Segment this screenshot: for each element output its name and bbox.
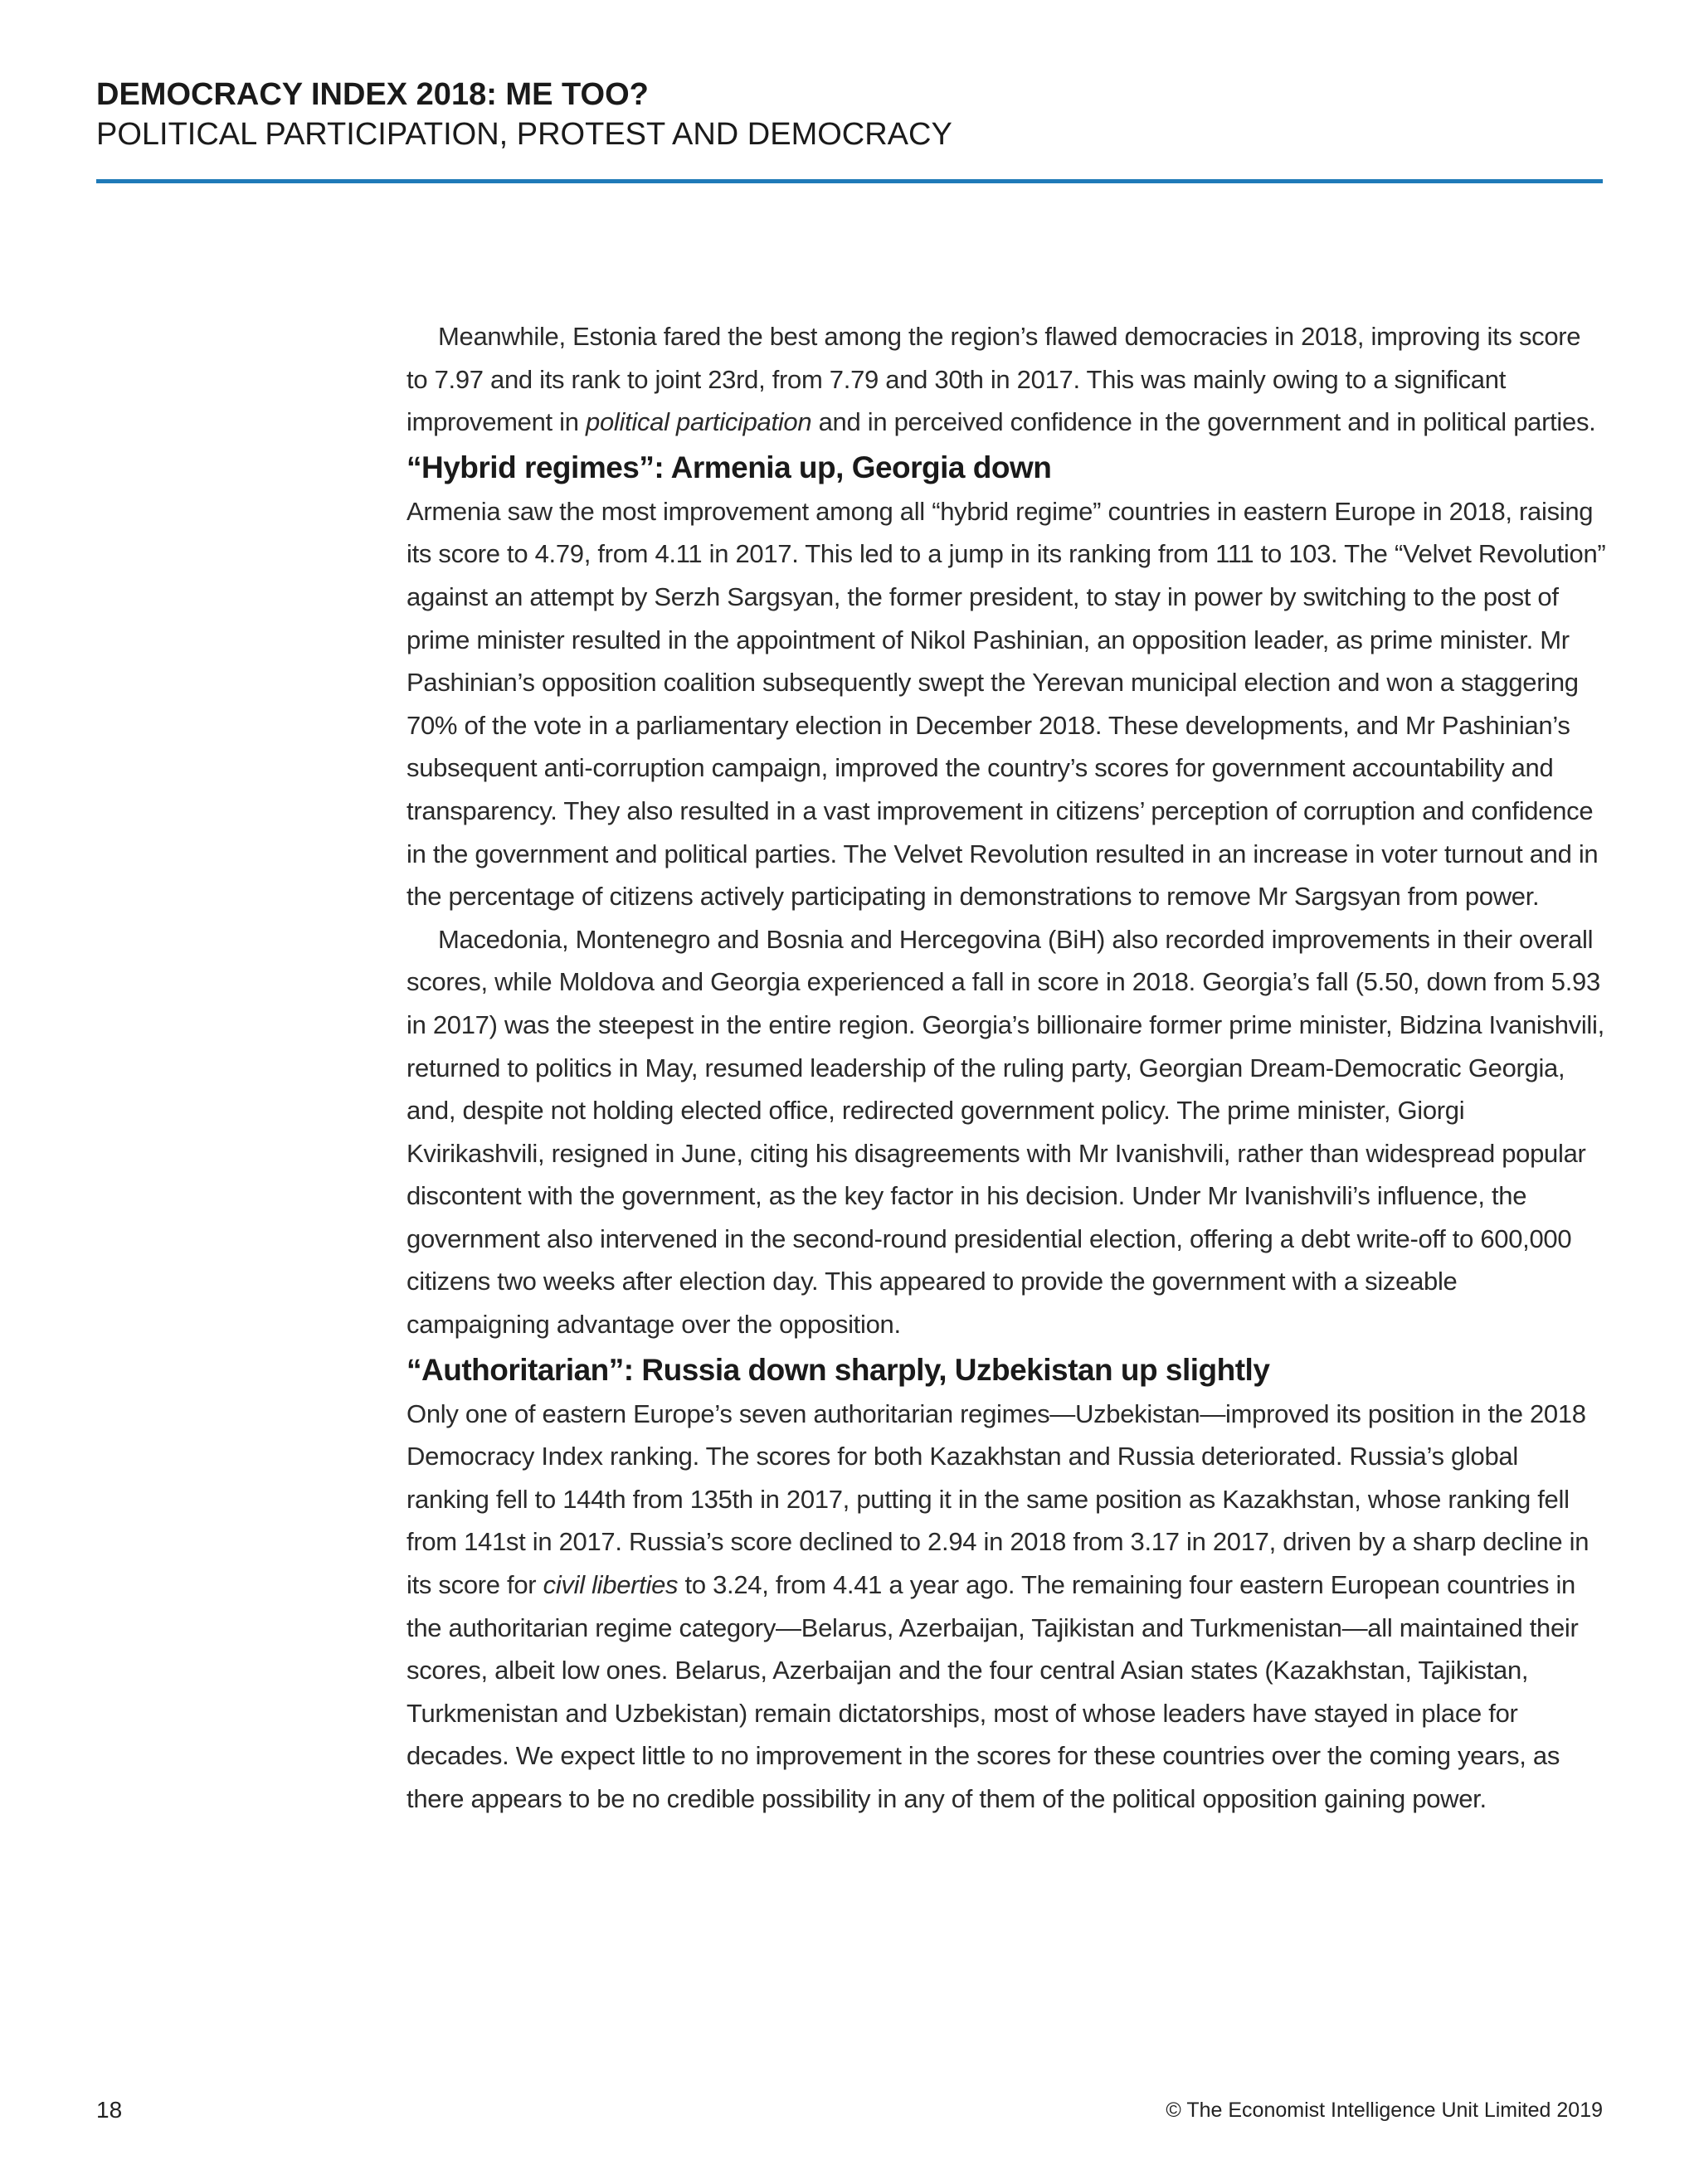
section-heading-authoritarian: “Authoritarian”: Russia down sharply, Uzbekistan up slightly	[406, 1352, 1270, 1387]
article-body	[406, 315, 1606, 1821]
copyright-notice: © The Economist Intelligence Unit Limited 2019	[1166, 2099, 1603, 2122]
paragraph-text: Meanwhile, Estonia fared the best among the region’s flawed democracies in 2018, improving its score to 7.97 and its rank to joint 23rd, from 7.79 and 30th in 2017. This was mainly owing to a significant improvement in	[406, 322, 1581, 437]
paragraph-text: to 3.24, from 4.41 a year ago. The remaining four eastern European countries in the authoritarian regime category—Belarus, Azerbaijan, Tajikistan and Turkmenistan—all maintained their scores, albeit low ones. Belarus, Azerbaijan and the four central Asian states (Kazakhstan, Tajikistan, Turkmenistan and Uzbekistan) remain dictatorships, most of whose leaders have stayed in place for decades. We expect little to no improvement in the scores for these countries over the coming years, as there appears to be no credible possibility in any of them of the political opposition gaining power.	[406, 1570, 1579, 1813]
paragraph-estonia	[406, 315, 1606, 444]
paragraph-text: and in perceived confidence in the government and in political parties.	[811, 407, 1596, 437]
paragraph-russia	[406, 1393, 1606, 1821]
header-divider	[96, 179, 1603, 183]
report-title: DEMOCRACY INDEX 2018: ME TOO?	[96, 77, 649, 112]
paragraph-text: Only one of eastern Europe’s seven authoritarian regimes—Uzbekistan—improved its position in the 2018 Democracy Index ranking. The scores for both Kazakhstan and Russia deteriorated. Russia’s global ranking fell to 144th from 135th in 2017, putting it in the same position as Kazakhstan, whose ranking fell from 141st in 2017. Russia’s score declined to 2.94 in 2018 from 3.17 in 2017, driven by a sharp decline in its score for	[406, 1398, 1589, 1600]
report-subtitle: POLITICAL PARTICIPATION, PROTEST AND DEMOCRACY	[96, 117, 952, 152]
page-header	[96, 75, 1603, 154]
emphasis-text: political participation	[586, 407, 812, 437]
paragraph-georgia: Macedonia, Montenegro and Bosnia and Hercegovina (BiH) also recorded improvements in their overall scores, while Moldova and Georgia experienced a fall in score in 2018. Georgia’s fall (5.50, down from 5.93 in 2017) was the steepest in the entire region. Georgia’s billionaire former prime minister, Bidzina Ivanishvili, returned to politics in May, resumed leadership of the ruling party, Georgian Dream-Democratic Georgia, and, despite not holding elected office, redirected government policy. The prime minister, Giorgi Kvirikashvili, resigned in June, citing his disagreements with Mr Ivanishvili, rather than widespread popular discontent with the government, as the key factor in his decision. Under Mr Ivanishvili’s influence, the government also intervened in the second-round presidential election, offering a debt write-off to 600,000 citizens two weeks after election day. This appeared to provide the government with a sizeable campaigning advantage over the opposition.	[406, 924, 1604, 1340]
page-number: 18	[96, 2097, 123, 2123]
emphasis-text: civil liberties	[543, 1570, 679, 1600]
section-heading-hybrid-regimes: “Hybrid regimes”: Armenia up, Georgia down	[406, 450, 1052, 484]
paragraph-armenia: Armenia saw the most improvement among all “hybrid regime” countries in eastern Europe in 2018, raising its score to 4.79, from 4.11 in 2017. This led to a jump in its ranking from 111 to 103. The “Velvet Revolution” against an attempt by Serzh Sargsyan, the former president, to stay in power by switching to the post of prime minister resulted in the appointment of Nikol Pashinian, an opposition leader, as prime minister. Mr Pashinian’s opposition coalition subsequently swept the Yerevan municipal election and won a staggering 70% of the vote in a parliamentary election in December 2018. These developments, and Mr Pashinian’s subsequent anti-corruption campaign, improved the country’s scores for government accountability and transparency. They also resulted in a vast improvement in citizens’ perception of corruption and confidence in the government and political parties. The Velvet Revolution resulted in an increase in voter turnout and in the percentage of citizens actively participating in demonstrations to remove Mr Sargsyan from power.	[406, 496, 1606, 912]
